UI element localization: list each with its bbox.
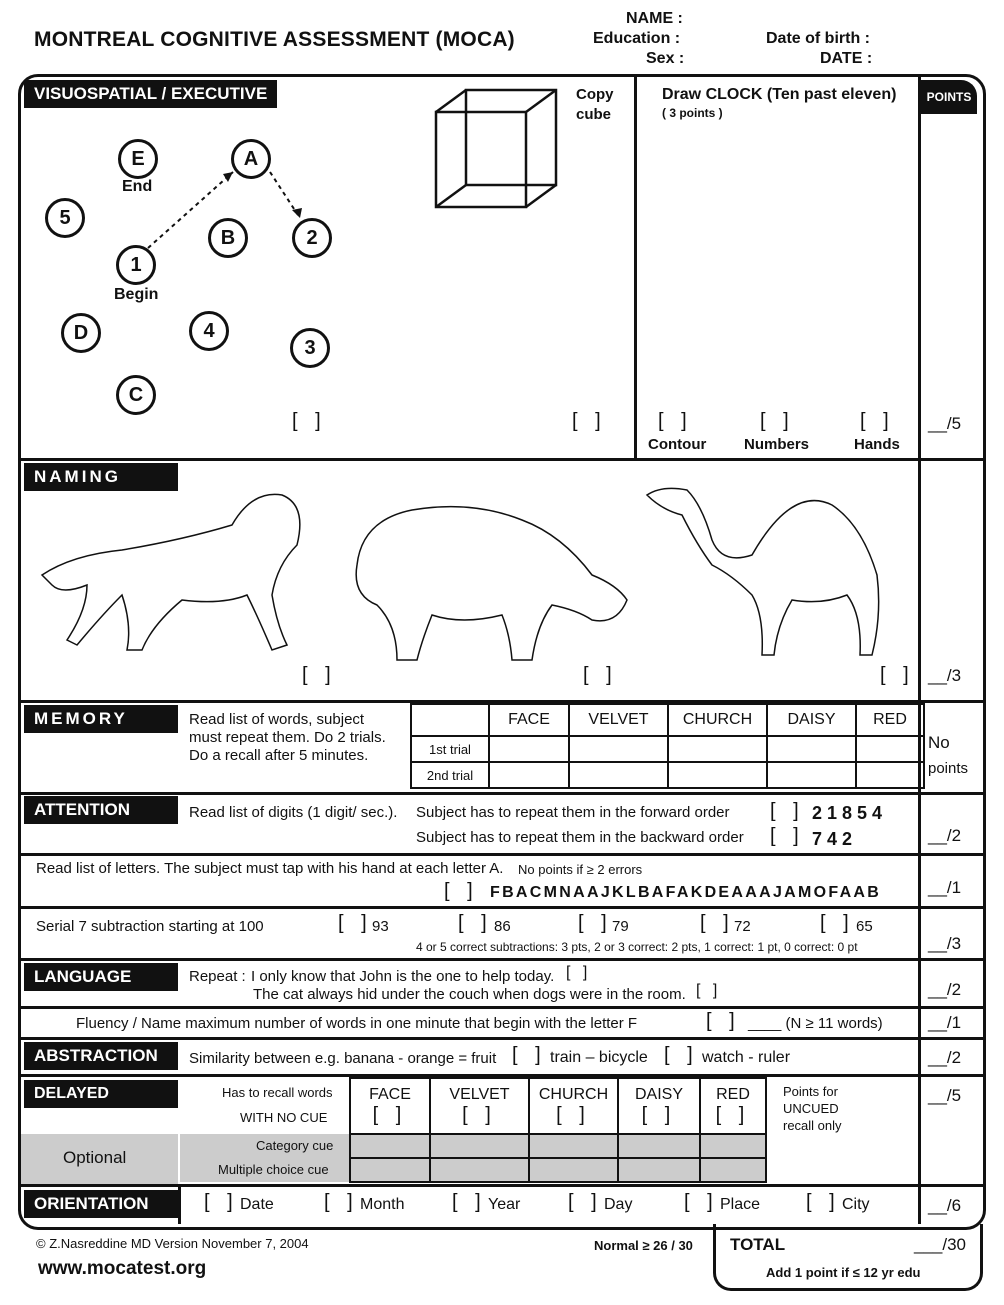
recall-word: [529, 1078, 618, 1134]
serial-bracket[interactable]: [ ]: [700, 912, 735, 934]
orientation-item: Date: [240, 1196, 274, 1213]
sentence-1: I only know that John is the one to help today.: [251, 968, 555, 985]
recall-bracket[interactable]: [ ]: [715, 1103, 751, 1126]
memory-cell[interactable]: [668, 736, 767, 762]
cube-drawing: [430, 85, 565, 215]
letters-score[interactable]: __/1: [928, 878, 962, 897]
recall-word-label: CHURCH: [538, 1085, 609, 1103]
repeat-score[interactable]: __/2: [928, 980, 962, 999]
end-label: End: [122, 178, 153, 195]
place-bracket[interactable]: [ ]: [684, 1191, 719, 1213]
animal-drawings: [32, 485, 912, 665]
recall-word-label: VELVET: [449, 1085, 510, 1103]
memory-cell[interactable]: [489, 762, 569, 788]
letters-bracket[interactable]: [ ]: [444, 880, 479, 902]
multiple-cue-label: Multiple choice cue: [218, 1162, 329, 1177]
lion-drawing: [42, 494, 300, 650]
recall-word-label: FACE: [369, 1085, 411, 1103]
memory-cell[interactable]: [569, 736, 668, 762]
trial2-label: 2nd trial: [411, 762, 489, 788]
serial-bracket[interactable]: [ ]: [458, 912, 493, 934]
serial-value: 93: [372, 918, 389, 935]
copy-label: Copy: [576, 86, 614, 103]
backward-bracket[interactable]: [ ]: [770, 825, 805, 847]
clock-points: ( 3 points ): [662, 106, 723, 120]
circle-D: D: [61, 313, 101, 353]
memory-points: points: [928, 760, 969, 777]
multiple-cue-cell[interactable]: [700, 1158, 766, 1182]
orientation-item: Day: [604, 1196, 633, 1213]
contour-bracket[interactable]: [ ]: [658, 410, 693, 432]
memory-cell[interactable]: [489, 736, 569, 762]
orientation-item: Month: [360, 1196, 405, 1213]
category-cue-cell[interactable]: [430, 1134, 529, 1158]
delayed-recall-label: DELAYED RECALL: [24, 1080, 178, 1108]
memory-cell[interactable]: [668, 762, 767, 788]
fluency-count: ____ (N ≥ 11 words): [748, 1015, 883, 1032]
abstraction-a: train – bicycle: [550, 1049, 648, 1066]
memory-word: DAISY: [767, 704, 856, 736]
begin-label: Begin: [114, 286, 159, 303]
abstraction-b: watch - ruler: [702, 1049, 791, 1066]
memory-corner: [411, 704, 489, 736]
divider: [18, 1184, 983, 1187]
recall-has-label: Has to recall words: [222, 1085, 333, 1100]
abstraction-label: ABSTRACTION: [24, 1042, 178, 1070]
memory-word: VELVET: [569, 704, 668, 736]
digits-score[interactable]: __/2: [928, 826, 962, 845]
education-label: Education :: [593, 30, 681, 47]
divider: [18, 1037, 983, 1040]
orientation-score[interactable]: __/6: [928, 1196, 962, 1215]
recall-word: [350, 1078, 430, 1134]
dob-label: Date of birth :: [766, 30, 870, 47]
numbers-label: Numbers: [744, 436, 810, 453]
serial-value: 72: [734, 918, 751, 935]
recall-word-label: DAISY: [634, 1085, 683, 1103]
memory-table: [410, 703, 925, 789]
language-label: LANGUAGE: [24, 963, 178, 991]
serial-bracket[interactable]: [ ]: [820, 912, 855, 934]
clock-instruction: Draw CLOCK (Ten past eleven): [662, 86, 897, 103]
forward-instruction: Subject has to repeat them in the forward order: [416, 804, 730, 821]
recall-bracket[interactable]: [ ]: [462, 1103, 497, 1126]
serial-score[interactable]: __/3: [928, 934, 962, 953]
divider: [18, 458, 983, 461]
circle-1: 1: [116, 245, 156, 285]
sentence-2: The cat always hid under the couch when dogs were in the room.: [253, 986, 686, 1003]
serial-note: 4 or 5 correct subtractions: 3 pts, 2 or 3 correct: 2 pts, 1 correct: 1 pt, 0 correct: 0 pt: [416, 940, 858, 954]
attention-label: ATTENTION: [24, 796, 178, 824]
copyright: © Z.Nasreddine MD Version November 7, 2004: [36, 1236, 309, 1251]
multiple-cue-cell[interactable]: [529, 1158, 618, 1182]
abstraction-instruction: Similarity between e.g. banana - orange = fruit: [189, 1050, 497, 1067]
divider: [18, 958, 983, 961]
recall-table: [349, 1077, 767, 1183]
trail-score-bracket[interactable]: [ ]: [292, 410, 327, 432]
forward-digits: 2 1 8 5 4: [812, 803, 883, 823]
recall-bracket[interactable]: [ ]: [641, 1103, 677, 1126]
memory-cell[interactable]: [767, 762, 856, 788]
divider: [18, 906, 983, 909]
category-cue-label: Category cue: [256, 1138, 334, 1153]
memory-instr-line: must repeat them. Do 2 trials.: [189, 729, 386, 746]
date-bracket[interactable]: [ ]: [204, 1191, 239, 1213]
day-bracket[interactable]: [ ]: [568, 1191, 603, 1213]
education-adjustment-note: Add 1 point if ≤ 12 yr edu: [766, 1265, 921, 1280]
uncued-note-line: Points for: [783, 1084, 838, 1099]
letters-note: No points if ≥ 2 errors: [518, 862, 643, 877]
sentence-1-bracket[interactable]: [ ]: [566, 964, 592, 981]
naming-label: NAMING: [24, 463, 178, 491]
website-link[interactable]: www.mocatest.org: [38, 1258, 207, 1279]
uncued-note-line: UNCUED: [783, 1101, 839, 1116]
trail-making-arrows: [20, 110, 420, 450]
rhino-drawing: [356, 507, 627, 660]
multiple-cue-cell[interactable]: [430, 1158, 529, 1182]
recall-nocue-label: WITH NO CUE: [240, 1110, 328, 1125]
circle-4: 4: [189, 311, 229, 351]
date-label: DATE :: [820, 50, 873, 67]
repeat-label: Repeat :: [189, 968, 246, 985]
trial1-label: 1st trial: [411, 736, 489, 762]
visuospatial-score[interactable]: __/5: [928, 414, 962, 433]
city-bracket[interactable]: [ ]: [806, 1191, 841, 1213]
memory-instr-line: Do a recall after 5 minutes.: [189, 747, 369, 764]
memory-instr-line: Read list of words, subject: [189, 711, 365, 728]
divider: [634, 77, 637, 459]
category-cue-cell[interactable]: [700, 1134, 766, 1158]
fluency-instruction: Fluency / Name maximum number of words in one minute that begin with the letter F: [76, 1015, 638, 1032]
memory-word: RED: [856, 704, 924, 736]
divider: [18, 853, 983, 856]
orientation-label: ORIENTATION: [24, 1190, 178, 1218]
orientation-item: Year: [488, 1196, 521, 1213]
memory-no: No: [928, 733, 950, 752]
recall-word: [430, 1078, 529, 1134]
camel-bracket[interactable]: [ ]: [880, 664, 915, 686]
total-score[interactable]: ___/30: [914, 1235, 966, 1254]
recall-score[interactable]: __/5: [928, 1086, 962, 1105]
multiple-cue-cell[interactable]: [350, 1158, 430, 1182]
divider: [18, 1006, 983, 1009]
circle-E: E: [118, 139, 158, 179]
fluency-score[interactable]: __/1: [928, 1013, 962, 1032]
memory-instruction: [189, 711, 386, 765]
backward-instruction: Subject has to repeat them in the backward order: [416, 829, 744, 846]
multiple-cue-cell[interactable]: [618, 1158, 700, 1182]
recall-word: [700, 1078, 766, 1134]
letters-instruction: Read list of letters. The subject must tap with his hand at each letter A.: [36, 860, 504, 877]
divider: [178, 1187, 181, 1224]
recall-word: [618, 1078, 700, 1134]
serial-value: 65: [856, 918, 873, 935]
page-title: MONTREAL COGNITIVE ASSESSMENT (MOCA): [34, 28, 515, 51]
optional-label: Optional: [63, 1148, 127, 1167]
memory-word: FACE: [489, 704, 569, 736]
category-cue-cell[interactable]: [529, 1134, 618, 1158]
serial-bracket[interactable]: [ ]: [338, 912, 373, 934]
year-bracket[interactable]: [ ]: [452, 1191, 487, 1213]
cube-label: cube: [576, 106, 612, 123]
abstraction-bracket-b[interactable]: [ ]: [664, 1044, 699, 1066]
sentence-2-bracket[interactable]: [ ]: [696, 982, 722, 999]
fluency-bracket[interactable]: [ ]: [706, 1010, 741, 1032]
category-cue-cell[interactable]: [350, 1134, 430, 1158]
cube-score-bracket[interactable]: [ ]: [572, 410, 607, 432]
serial-bracket[interactable]: [ ]: [578, 912, 613, 934]
circle-A: A: [231, 139, 271, 179]
circle-2: 2: [292, 218, 332, 258]
serial-value: 86: [494, 918, 511, 935]
letters-sequence: FBACMNAAJKLBAFAKDEAAAJAMOFAAB: [490, 884, 882, 901]
naming-score[interactable]: __/3: [928, 666, 962, 685]
circle-B: B: [208, 218, 248, 258]
memory-label: MEMORY: [24, 705, 178, 733]
serial-instruction: Serial 7 subtraction starting at 100: [36, 918, 264, 935]
divider: [18, 792, 983, 795]
memory-cell[interactable]: [856, 736, 924, 762]
hands-bracket[interactable]: [ ]: [860, 410, 895, 432]
orientation-item: City: [842, 1196, 870, 1213]
abstraction-bracket-a[interactable]: [ ]: [512, 1044, 547, 1066]
circle-C: C: [116, 375, 156, 415]
backward-digits: 7 4 2: [812, 829, 853, 849]
camel-drawing: [647, 488, 879, 655]
points-header: POINTS: [921, 80, 977, 114]
visuospatial-label: VISUOSPATIAL / EXECUTIVE: [24, 80, 277, 108]
sex-label: Sex :: [646, 50, 685, 67]
memory-cell[interactable]: [569, 762, 668, 788]
circle-5: 5: [45, 198, 85, 238]
abstraction-score[interactable]: __/2: [928, 1048, 962, 1067]
contour-label: Contour: [648, 436, 707, 453]
orientation-item: Place: [720, 1196, 761, 1213]
hands-label: Hands: [854, 436, 900, 453]
digits-instruction: Read list of digits (1 digit/ sec.).: [189, 804, 398, 821]
recall-bracket[interactable]: [ ]: [372, 1103, 408, 1126]
memory-cell[interactable]: [856, 762, 924, 788]
category-cue-cell[interactable]: [618, 1134, 700, 1158]
points-column-divider: [918, 74, 921, 1224]
numbers-bracket[interactable]: [ ]: [760, 410, 795, 432]
serial-value: 79: [612, 918, 629, 935]
memory-word: CHURCH: [668, 704, 767, 736]
circle-3: 3: [290, 328, 330, 368]
memory-cell[interactable]: [767, 736, 856, 762]
month-bracket[interactable]: [ ]: [324, 1191, 359, 1213]
normal-score-note: Normal ≥ 26 / 30: [594, 1238, 693, 1253]
uncued-note: [783, 1083, 842, 1134]
rhino-bracket[interactable]: [ ]: [583, 664, 618, 686]
total-label: TOTAL: [730, 1235, 786, 1254]
lion-bracket[interactable]: [ ]: [302, 664, 337, 686]
uncued-note-line: recall only: [783, 1118, 842, 1133]
forward-bracket[interactable]: [ ]: [770, 800, 805, 822]
recall-bracket[interactable]: [ ]: [556, 1103, 591, 1126]
recall-word-label: RED: [716, 1085, 750, 1103]
name-label: NAME :: [626, 10, 683, 27]
